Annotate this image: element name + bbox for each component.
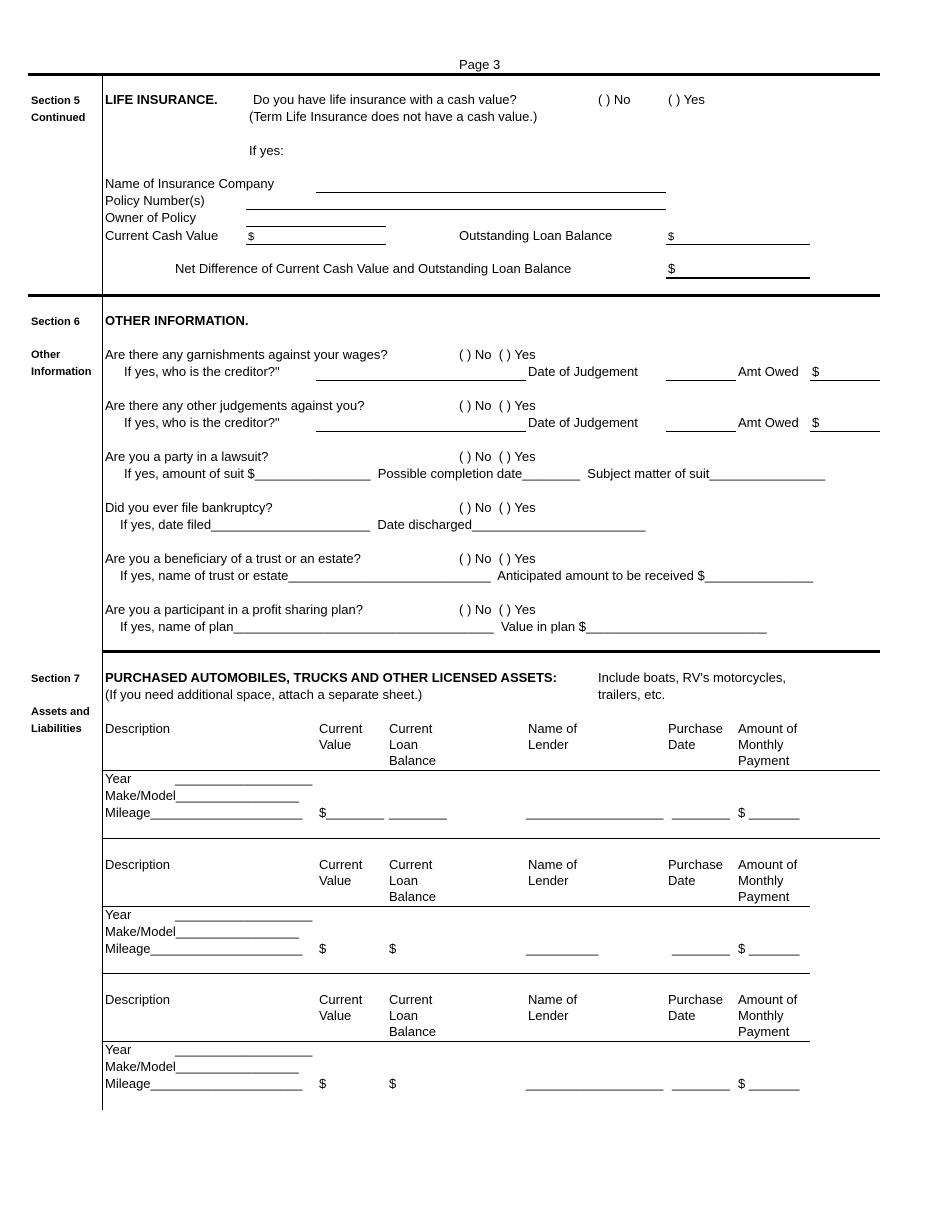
option-yes[interactable]: ( ) Yes [668, 92, 705, 107]
year-field[interactable]: ___________________ [175, 1042, 313, 1057]
current-value-field[interactable]: $________ [319, 805, 385, 820]
section7-rule [102, 650, 880, 653]
year-label: Year [105, 771, 132, 786]
judgements-amt-label: Amt Owed [738, 415, 799, 430]
other-information-title: OTHER INFORMATION. [105, 313, 249, 328]
header-description: Description [105, 721, 171, 736]
insurance-company-label: Name of Insurance Company [105, 176, 275, 191]
purchase-date-field[interactable]: ________ [672, 1076, 730, 1091]
loan-balance-field[interactable] [666, 244, 810, 245]
judgements-date-label: Date of Judgement [528, 415, 638, 430]
loan-balance-field[interactable]: $ [389, 1076, 397, 1091]
judgements-amt-dollar: $ [812, 415, 820, 430]
net-difference-field[interactable] [666, 277, 810, 279]
judgements-creditor-label: If yes, who is the creditor?" [124, 415, 280, 430]
profit-sharing-options[interactable]: ( ) No ( ) Yes [459, 602, 536, 617]
garnishments-amt-field[interactable] [810, 380, 880, 381]
loan-balance-dollar: $ [668, 231, 675, 243]
judgements-amt-field[interactable] [810, 431, 880, 432]
judgements-options[interactable]: ( ) No ( ) Yes [459, 398, 536, 413]
policy-number-field[interactable] [246, 209, 666, 210]
header-lender: Name of Lender [528, 857, 578, 888]
header-monthly-payment: Amount of Monthly Payment [738, 721, 798, 768]
year-field[interactable]: ___________________ [175, 771, 313, 786]
purchase-date-field[interactable]: ________ [672, 805, 730, 820]
mileage-field[interactable]: Mileage_____________________ [105, 941, 303, 956]
header-loan-balance: Current Loan Balance [389, 721, 436, 768]
header-monthly-payment: Amount of Monthly Payment [738, 857, 798, 904]
block1-bottom-rule [102, 838, 880, 839]
owner-field[interactable] [246, 226, 386, 227]
lender-field[interactable]: __________ [526, 941, 599, 956]
bankruptcy-question: Did you ever file bankruptcy? [105, 500, 273, 515]
header-current-value: Current Value [319, 721, 363, 752]
header-purchase-date: Purchase Date [668, 721, 723, 752]
section6-rule [28, 294, 880, 297]
year-label: Year [105, 907, 132, 922]
header-loan-balance: Current Loan Balance [389, 992, 436, 1039]
purchase-date-field[interactable]: ________ [672, 941, 730, 956]
cash-value-dollar: $ [248, 231, 255, 243]
net-difference-label: Net Difference of Current Cash Value and Outstanding Loan Balance [175, 261, 572, 276]
cash-value-field[interactable] [246, 244, 386, 245]
insurance-company-field[interactable] [316, 192, 666, 193]
owner-label: Owner of Policy [105, 210, 197, 225]
garnishments-options[interactable]: ( ) No ( ) Yes [459, 347, 536, 362]
monthly-payment-field[interactable]: $ _______ [738, 941, 800, 956]
current-value-field[interactable]: $ [319, 941, 327, 956]
make-model-field[interactable]: Make/Model_________________ [105, 924, 299, 939]
header-lender: Name of Lender [528, 992, 578, 1023]
garnishments-date-label: Date of Judgement [528, 364, 638, 379]
assets-liabilities-label: Assets and Liabilities [31, 706, 90, 735]
header-loan-balance: Current Loan Balance [389, 857, 436, 904]
loan-balance-field[interactable]: $ [389, 941, 397, 956]
net-difference-dollar: $ [668, 261, 676, 276]
header-purchase-date: Purchase Date [668, 857, 723, 888]
year-label: Year [105, 1042, 132, 1057]
garnishments-question: Are there any garnishments against your wages? [105, 347, 388, 362]
header-monthly-payment: Amount of Monthly Payment [738, 992, 798, 1039]
judgements-question: Are there any other judgements against you? [105, 398, 365, 413]
header-current-value: Current Value [319, 857, 363, 888]
cash-value-label: Current Cash Value [105, 228, 219, 243]
profit-sharing-detail[interactable]: If yes, name of plan____________________________________ Value in plan $_________________________ [120, 619, 767, 634]
section5-label: Section 5 Continued [31, 95, 86, 124]
garnishments-creditor-label: If yes, who is the creditor?" [124, 364, 280, 379]
make-model-field[interactable]: Make/Model_________________ [105, 788, 299, 803]
lender-field[interactable]: ___________________ [526, 805, 664, 820]
block2-bottom-rule [102, 973, 810, 974]
if-yes-label: If yes: [249, 143, 284, 158]
monthly-payment-field[interactable]: $ _______ [738, 1076, 800, 1091]
top-rule [28, 73, 880, 76]
make-model-field[interactable]: Make/Model_________________ [105, 1059, 299, 1074]
term-life-note: (Term Life Insurance does not have a cash value.) [249, 109, 538, 124]
include-note-line1: Include boats, RV's motorcycles, [598, 670, 786, 685]
year-field[interactable]: ___________________ [175, 907, 313, 922]
loan-balance-label: Outstanding Loan Balance [459, 228, 613, 243]
judgements-creditor-field[interactable] [316, 431, 526, 432]
judgements-date-field[interactable] [666, 431, 736, 432]
lawsuit-question: Are you a party in a lawsuit? [105, 449, 269, 464]
profit-sharing-question: Are you a participant in a profit sharing plan? [105, 602, 363, 617]
section7-label: Section 7 [31, 673, 80, 685]
current-value-field[interactable]: $ [319, 1076, 327, 1091]
additional-space-note: (If you need additional space, attach a separate sheet.) [105, 687, 423, 702]
garnishments-amt-dollar: $ [812, 364, 820, 379]
garnishments-amt-label: Amt Owed [738, 364, 799, 379]
lender-field[interactable]: ___________________ [526, 1076, 664, 1091]
trust-detail[interactable]: If yes, name of trust or estate____________________________ Anticipated amount to be received $_______________ [120, 568, 814, 583]
automobiles-title: PURCHASED AUTOMOBILES, TRUCKS AND OTHER LICENSED ASSETS: [105, 670, 557, 685]
policy-number-label: Policy Number(s) [105, 193, 205, 208]
section6-label: Section 6 [31, 316, 80, 328]
bankruptcy-detail[interactable]: If yes, date filed______________________ Date discharged________________________ [120, 517, 646, 532]
option-no[interactable]: ( ) No [598, 92, 631, 107]
other-information-label: Other Information [31, 349, 92, 378]
garnishments-creditor-field[interactable] [316, 380, 526, 381]
monthly-payment-field[interactable]: $ _______ [738, 805, 800, 820]
loan-balance-field[interactable]: ________ [389, 805, 447, 820]
trust-options[interactable]: ( ) No ( ) Yes [459, 551, 536, 566]
page-number: Page 3 [459, 57, 501, 72]
header-description: Description [105, 857, 171, 872]
trust-question: Are you a beneficiary of a trust or an estate? [105, 551, 361, 566]
header-purchase-date: Purchase Date [668, 992, 723, 1023]
mileage-field[interactable]: Mileage_____________________ [105, 805, 303, 820]
header-description: Description [105, 992, 171, 1007]
garnishments-date-field[interactable] [666, 380, 736, 381]
lawsuit-options[interactable]: ( ) No ( ) Yes [459, 449, 536, 464]
life-insurance-title: LIFE INSURANCE. [105, 92, 218, 107]
cash-value-question: Do you have life insurance with a cash value? [253, 92, 517, 107]
lawsuit-detail[interactable]: If yes, amount of suit $________________ Possible completion date________ Subject matter of suit________________ [124, 466, 826, 481]
left-column-divider [102, 76, 103, 1110]
bankruptcy-options[interactable]: ( ) No ( ) Yes [459, 500, 536, 515]
mileage-field[interactable]: Mileage_____________________ [105, 1076, 303, 1091]
header-current-value: Current Value [319, 992, 363, 1023]
include-note-line2: trailers, etc. [598, 687, 666, 702]
header-lender: Name of Lender [528, 721, 578, 752]
